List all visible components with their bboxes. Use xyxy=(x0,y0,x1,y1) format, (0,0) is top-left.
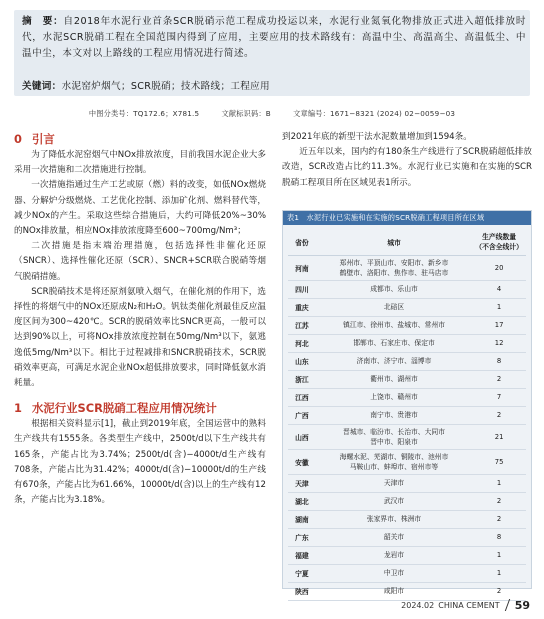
cell-province: 浙江 xyxy=(288,370,316,388)
cell-province: 陕西 xyxy=(288,582,316,600)
cell-province: 福建 xyxy=(288,546,316,564)
cell-count: 1 xyxy=(472,298,526,316)
cell-province: 江西 xyxy=(288,388,316,406)
table-row xyxy=(288,474,526,492)
table-row xyxy=(288,298,526,316)
cell-count: 2 xyxy=(472,492,526,510)
table-row xyxy=(288,546,526,564)
table-row xyxy=(288,424,526,449)
cell-count: 8 xyxy=(472,352,526,370)
cell-city: 天津市 xyxy=(316,474,472,492)
classification-line: 中图分类号：TQ172.6；X781.5 文献标识码：B 文章编号：1671−8321 (2024) 02−0059−03 xyxy=(88,109,456,118)
cell-count: 21 xyxy=(472,424,526,449)
cell-province: 河北 xyxy=(288,334,316,352)
abstract-text: 自2018年水泥行业首条SCR脱硝示范工程成功投运以来，水泥行业氮氧化物排放正式进入超低排放时代，水泥SCR脱硝工程在全国范围内得到了应用，主要应用的技术路线有：高温中尘、高温高尘、高温低尘、中温中尘，本文对以上路线的工程应用情况进行简述。 xyxy=(22,16,527,59)
cell-province: 四川 xyxy=(288,280,316,298)
cell-count: 1 xyxy=(472,564,526,582)
table-row xyxy=(288,316,526,334)
cell-city: 武汉市 xyxy=(316,492,472,510)
cell-city: 晋城市、临汾市、长治市、大同市 晋中市、阳泉市 xyxy=(316,424,472,449)
right-column xyxy=(282,130,532,191)
cell-province: 安徽 xyxy=(288,449,316,474)
table-row xyxy=(288,564,526,582)
keywords xyxy=(22,78,522,92)
table-row xyxy=(288,492,526,510)
cell-province: 山西 xyxy=(288,424,316,449)
paragraph: 根据相关资料显示[1]，截止到2019年底，全国运营中的熟料生产线共有1555条。各类型生产线中，2500t/d以下生产线共有165条，产能占比为3.74%；2500t/d(含)−4000t/d生产线有708条，产能占比为31.42%；4000t/d(含)−10000t/d的生产线有670条，产能占比为61.66%，10000t/d(含)以上的生产线有12条，产能占比为3.18%。 xyxy=(14,419,266,506)
table-1 xyxy=(282,210,532,596)
paragraph: 二次措施是指末端治理措施，包括选择性非催化还原（SNCR）、选择性催化还原（SCR）、SNCR+SCR联合脱硝等烟气脱硝措施。 xyxy=(14,241,266,282)
table-row xyxy=(288,406,526,424)
cell-city: 中卫市 xyxy=(316,564,472,582)
keywords-text: 水泥窑炉烟气；SCR脱硝；技术路线；工程应用 xyxy=(61,81,270,92)
cell-city: 镇江市、徐州市、盐城市、常州市 xyxy=(316,316,472,334)
abstract-label: 摘 要： xyxy=(22,16,64,27)
cell-province: 重庆 xyxy=(288,298,316,316)
cell-count: 1 xyxy=(472,474,526,492)
table-row xyxy=(288,334,526,352)
cell-province: 广西 xyxy=(288,406,316,424)
cell-city: 北碚区 xyxy=(316,298,472,316)
table-row xyxy=(288,528,526,546)
cell-province: 宁夏 xyxy=(288,564,316,582)
cell-count: 17 xyxy=(472,316,526,334)
footer-journal: CHINA CEMENT xyxy=(438,600,500,610)
cell-city: 上饶市、赣州市 xyxy=(316,388,472,406)
paragraph: 近五年以来，国内约有180条生产线进行了SCR脱硝超低排放改造，SCR改造占比约11.3%。水泥行业已实施和在实施的SCR脱硝工程项目所在区域见表1所示。 xyxy=(282,147,532,188)
abstract xyxy=(22,14,526,62)
cell-city: 邯郸市、石家庄市、保定市 xyxy=(316,334,472,352)
page-number: 59 xyxy=(514,598,530,612)
header-count: 生产线数量 （不含全线计） xyxy=(472,229,526,255)
cell-count: 2 xyxy=(472,370,526,388)
paragraph: 为了降低水泥窑烟气中NOx排放浓度，目前我国水泥企业大多采用一次措施和二次措施进行控制。 xyxy=(14,150,266,176)
cell-city: 张家界市、株洲市 xyxy=(316,510,472,528)
keywords-label: 关键词： xyxy=(22,81,62,92)
paragraph: 到2021年底的新型干法水泥数量增加到1594条。 xyxy=(282,132,472,142)
cell-city: 成都市、乐山市 xyxy=(316,280,472,298)
table-caption: 表1 水泥行业已实施和在实施的SCR脱硝工程项目所在区域 xyxy=(283,211,531,225)
table-row xyxy=(288,255,526,280)
cell-count: 4 xyxy=(472,280,526,298)
cell-count: 7 xyxy=(472,388,526,406)
table-row xyxy=(288,449,526,474)
table-row xyxy=(288,370,526,388)
cell-province: 江苏 xyxy=(288,316,316,334)
cell-city: 韶关市 xyxy=(316,528,472,546)
paragraph: SCR脱硝技术是将还原剂氨喷入烟气，在催化剂的作用下，选择性的将烟气中的NOx还原成N₂和H₂O。钒钛类催化剂最佳反应温度区间为300~420℃。SCR的脱硝效率比SNCR更高，一般可以达到90%以上，可将NOx排放浓度控制在50mg/Nm³以下，氨逃逸低5mg/Nm³以下。相比于过程减排和SNCR脱硝技术，SCR脱硝效率更高，可满足水泥企业NOx超低排放要求，同时降低氨水消耗量。 xyxy=(14,286,266,389)
cell-count: 20 xyxy=(472,255,526,280)
cell-count: 2 xyxy=(472,406,526,424)
section-heading-1: 1 水泥行业SCR脱硝工程应用情况统计 xyxy=(14,401,217,416)
header-city: 城市 xyxy=(316,229,472,255)
paragraph: 一次措施指通过生产工艺或原（燃）料的改变，如低NOx燃烧器、分解炉分级燃烧、工艺优化控制、添加矿化剂、燃料替代等，减少NOx的产生。采取这些综合措施后，大约可降低20%~30%的NOx排放量，相应NOx排放浓度降至600~700mg/Nm³； xyxy=(14,180,266,237)
cell-city: 龙岩市 xyxy=(316,546,472,564)
cell-city: 南宁市、贵港市 xyxy=(316,406,472,424)
cell-count: 2 xyxy=(472,582,526,600)
data-table xyxy=(288,229,526,601)
cell-province: 广东 xyxy=(288,528,316,546)
cell-count: 12 xyxy=(472,334,526,352)
cell-city: 咸阳市 xyxy=(316,582,472,600)
cell-province: 湖南 xyxy=(288,510,316,528)
cell-city: 济南市、济宁市、淄博市 xyxy=(316,352,472,370)
table-row xyxy=(288,352,526,370)
table-row xyxy=(288,388,526,406)
footer-issue: 2024.02 xyxy=(401,600,435,610)
cell-count: 1 xyxy=(472,546,526,564)
cell-province: 河南 xyxy=(288,255,316,280)
cell-count: 2 xyxy=(472,510,526,528)
cell-count: 8 xyxy=(472,528,526,546)
cell-province: 天津 xyxy=(288,474,316,492)
section-heading-0: 0 引言 xyxy=(14,132,55,146)
header-province: 省份 xyxy=(288,229,316,255)
cell-city: 衢州市、湖州市 xyxy=(316,370,472,388)
cell-city: 海螺水泥、芜湖市、铜陵市、池州市 马鞍山市、蚌埠市、宿州市等 xyxy=(316,449,472,474)
cell-province: 山东 xyxy=(288,352,316,370)
cell-city: 郑州市、平顶山市、安阳市、新乡市 鹤壁市、洛阳市、焦作市、驻马店市 xyxy=(316,255,472,280)
table-row xyxy=(288,280,526,298)
table-row xyxy=(288,510,526,528)
footer-divider xyxy=(505,599,510,611)
cell-province: 湖北 xyxy=(288,492,316,510)
page-footer xyxy=(401,598,530,612)
cell-count: 75 xyxy=(472,449,526,474)
left-column xyxy=(14,130,266,508)
